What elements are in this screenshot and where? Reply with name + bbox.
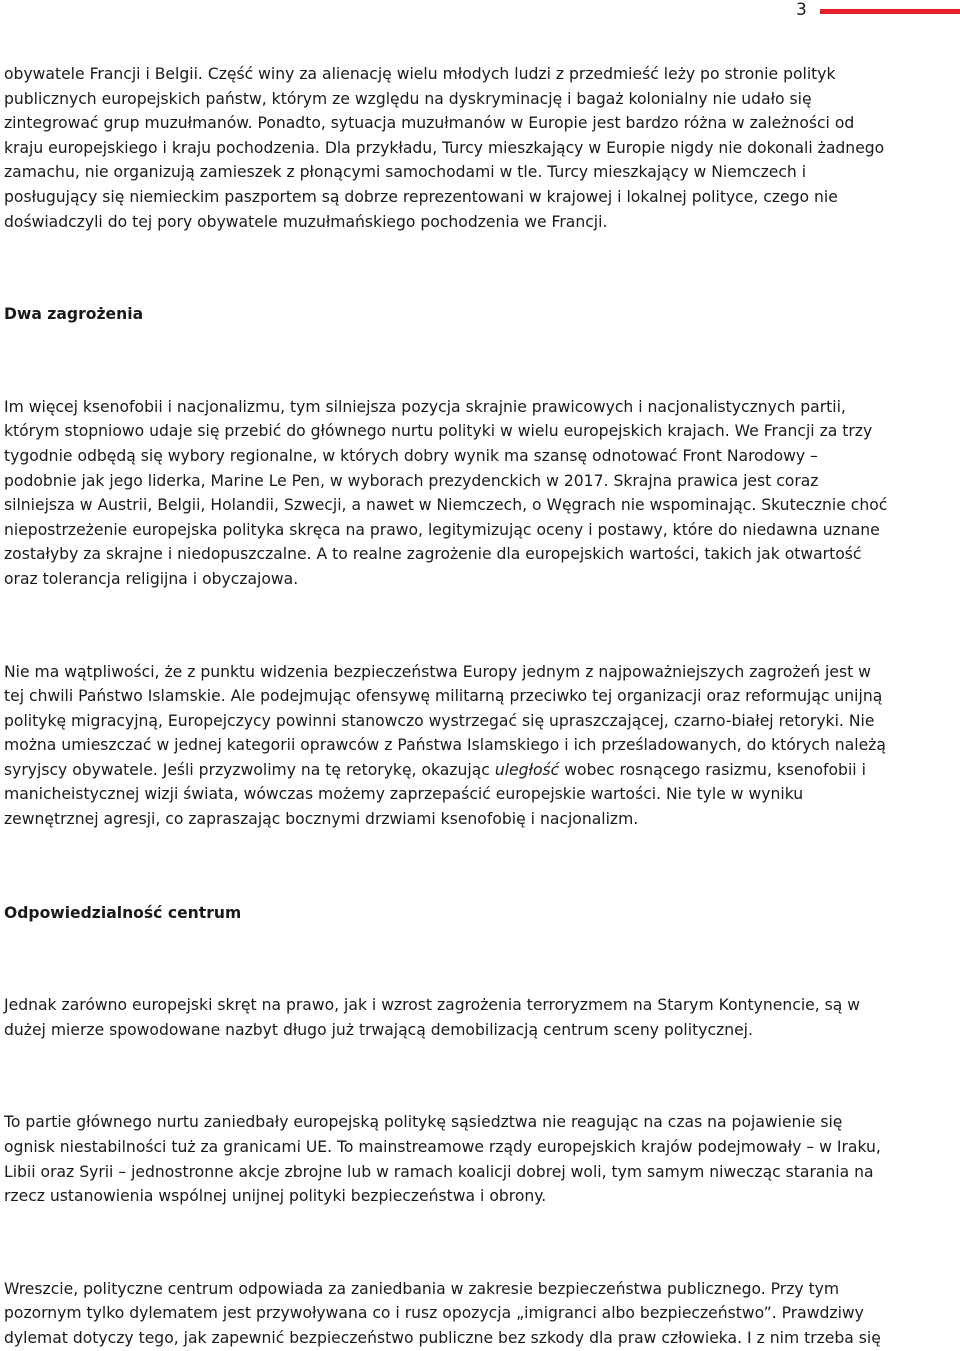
article-body bbox=[4, 62, 956, 1351]
paragraph-line: Wreszcie, polityczne centrum odpowiada za zaniedbania w zakresie bezpieczeństwa publicznego. Przy tym bbox=[4, 1279, 840, 1298]
paragraph-line: posługujący się niemieckim paszportem są dobrze reprezentowani w krajowej i lokalnej polityce, czego nie bbox=[4, 187, 838, 206]
paragraph-line: tygodnie odbędą się wybory regionalne, w których dobry wynik ma szansę odnotować Front Narodowy – bbox=[4, 446, 818, 465]
paragraph-line: tej chwili Państwo Islamskie. Ale podejmując ofensywę militarną przeciwko tej organizacji oraz reformując unijną bbox=[4, 687, 883, 706]
paragraph-line: zostałyby za skrajne i niedopuszczalne. A to realne zagrożenie dla europejskich wartości, takich jak otwartość bbox=[4, 545, 862, 564]
paragraph-line: którym stopniowo udaje się przebić do głównego nurtu polityki w wielu europejskich krajach. We Francji za trzy bbox=[4, 422, 873, 441]
section-heading-dwa-zagrozenia: Dwa zagrożenia bbox=[4, 305, 144, 324]
paragraph-line: kraju europejskiego i kraju pochodzenia. Dla przykładu, Turcy mieszkający w Europie nigdy nie dokonali żadnego bbox=[4, 138, 885, 157]
paragraph-line: Jednak zarówno europejski skręt na prawo, jak i wzrost zagrożenia terroryzmem na Starym Kontynencie, są w bbox=[4, 996, 861, 1015]
header-accent-bar bbox=[820, 9, 960, 14]
paragraph-line: obywatele Francji i Belgii. Część winy za alienację wielu młodych ludzi z przedmieść leży po stronie polityk bbox=[4, 65, 836, 83]
paragraph-line: Im więcej ksenofobii i nacjonalizmu, tym silniejsza pozycja skrajnie prawicowych i nacjonalistycznych partii, bbox=[4, 397, 846, 416]
paragraph-line: publicznych europejskich państw, którym ze względu na dyskryminację i bagaż kolonialny nie udało się bbox=[4, 89, 812, 108]
paragraph-line: niepostrzeżenie europejska polityka skręca na prawo, legitymizując oceny i postawy, które do niedawna uznane bbox=[4, 520, 880, 539]
paragraph-line: manicheistycznej wizji świata, wówczas możemy zaprzepaścić europejskie wartości. Nie tyle w wyniku bbox=[4, 785, 804, 804]
paragraph-line: Nie ma wątpliwości, że z punktu widzenia bezpieczeństwa Europy jednym z najpoważniejszych zagrożeń jest w bbox=[4, 662, 871, 681]
paragraph-line: dylemat dotyczy tego, jak zapewnić bezpieczeństwo publiczne bez szkody dla praw człowieka. I z nim trzeba się bbox=[4, 1329, 881, 1347]
paragraph-line: oraz tolerancja religijna i obyczajowa. bbox=[4, 569, 299, 588]
text-run: syryjscy obywatele. Jeśli przyzwolimy na tę retorykę, okazując bbox=[4, 760, 495, 779]
paragraph-line: pozornym tylko dylematem jest przywoływana co i rusz opozycja „imigranci albo bezpieczeństwo”. Prawdziwy bbox=[4, 1304, 864, 1323]
paragraph-2 bbox=[4, 395, 956, 592]
paragraph-line: Libii oraz Syrii – jednostronne akcje zbrojne lub w ramach koalicji dobrej woli, tym samym niwecząc starania na bbox=[4, 1162, 874, 1181]
paragraph-line: To partie głównego nurtu zaniedbały europejską politykę sąsiedztwa nie reagując na czas na pojawienie się bbox=[4, 1113, 843, 1132]
paragraph-line: ognisk niestabilności tuż za granicami UE. To mainstreamowe rządy europejskich krajów podejmowały – w Iraku, bbox=[4, 1138, 881, 1157]
paragraph-line: podobnie jak jego liderka, Marine Le Pen, w wyborach prezydenckich w 2017. Skrajna prawica jest coraz bbox=[4, 471, 819, 490]
text-run: wobec rosnącego rasizmu, ksenofobii i bbox=[559, 760, 866, 779]
paragraph-line: rzecz ustanowienia wspólnej unijnej polityki bezpieczeństwa i obrony. bbox=[4, 1187, 547, 1206]
page-number: 3 bbox=[796, 0, 807, 20]
paragraph-3 bbox=[4, 660, 956, 832]
paragraph-line: doświadczyli do tej pory obywatele muzułmańskiego pochodzenia we Francji. bbox=[4, 212, 608, 231]
paragraph-6 bbox=[4, 1277, 956, 1351]
paragraph-5 bbox=[4, 1110, 956, 1208]
emphasized-word: uległość bbox=[494, 760, 560, 779]
section-heading-odpowiedzialnosc-centrum: Odpowiedzialność centrum bbox=[4, 903, 242, 922]
paragraph-line: silniejsza w Austrii, Belgii, Holandii, Szwecji, a nawet w Niemczech, o Węgrach nie wspominając. Skutecznie choć bbox=[4, 496, 888, 515]
paragraph-line: zewnętrznej agresji, co zapraszając bocznymi drzwiami ksenofobię i nacjonalizm. bbox=[4, 810, 639, 829]
paragraph-line: można umieszczać w jednej kategorii oprawców z Państwa Islamskiego i ich prześladowanych, do których należą bbox=[4, 736, 886, 755]
paragraph-line: politykę migracyjną, Europejczycy powinni stanowczo wystrzegać się upraszczającej, czarno-białej retoryki. Nie bbox=[4, 711, 875, 730]
paragraph-1 bbox=[4, 62, 956, 234]
paragraph-line: dużej mierze spowodowane nazbyt długo już trwającą demobilizacją centrum sceny politycznej. bbox=[4, 1020, 753, 1039]
paragraph-4 bbox=[4, 993, 956, 1042]
paragraph-line bbox=[4, 758, 956, 783]
paragraph-line: zamachu, nie organizują zamieszek z płonącymi samochodami w tle. Turcy mieszkający w Niemczech i bbox=[4, 163, 807, 182]
paragraph-line: zintegrować grup muzułmanów. Ponadto, sytuacja muzułmanów w Europie jest bardzo różna w zależności od bbox=[4, 114, 855, 133]
